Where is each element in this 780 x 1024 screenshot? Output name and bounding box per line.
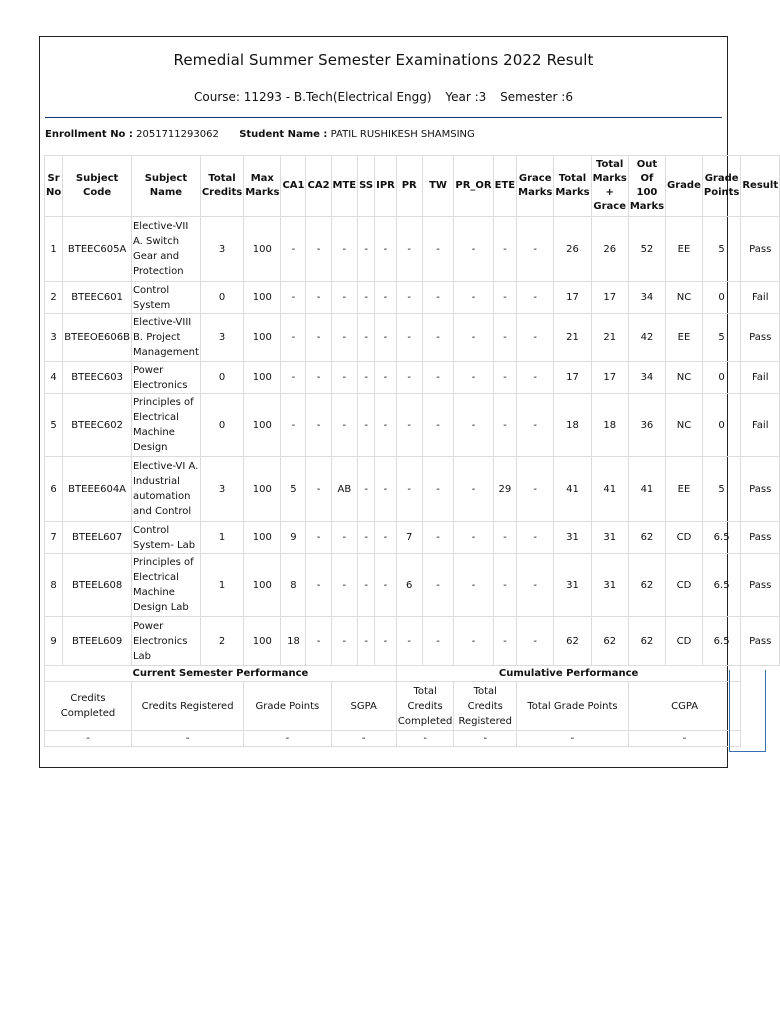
cell-code: BTEEC602 [63, 394, 132, 457]
cell-gp: 0 [702, 282, 740, 314]
course-line [40, 90, 727, 104]
cell-ca2: - [306, 282, 331, 314]
cell-name: Power Electronics Lab [131, 617, 200, 666]
cell-ca2: - [306, 362, 331, 394]
cell-ca2: - [306, 554, 331, 617]
cell-outof: 62 [628, 617, 665, 666]
cell-max: 100 [244, 394, 281, 457]
cell-pror: - [454, 282, 493, 314]
cell-outof: 34 [628, 282, 665, 314]
cell-outof: 62 [628, 522, 665, 554]
label-credits-registered: Credits Registered [131, 682, 243, 731]
cell-mte: - [331, 522, 358, 554]
cell-max: 100 [244, 314, 281, 362]
header-ss: SS [358, 156, 375, 217]
cell-max: 100 [244, 617, 281, 666]
cell-mte: - [331, 554, 358, 617]
cell-pr: 7 [396, 522, 422, 554]
right-frame-edge [729, 670, 766, 752]
cell-grade: EE [666, 314, 703, 362]
cell-ipr: - [375, 554, 397, 617]
cell-sr: 5 [45, 394, 63, 457]
performance-title-row [45, 666, 780, 682]
header-max: Max Marks [244, 156, 281, 217]
cell-ca2: - [306, 314, 331, 362]
cell-ca1: - [281, 362, 306, 394]
header-result: Result [741, 156, 780, 217]
header-tw: TW [422, 156, 454, 217]
cell-result: Fail [741, 362, 780, 394]
cell-ca1: - [281, 282, 306, 314]
cell-grade: EE [666, 457, 703, 522]
value-total-credits-registered: - [454, 731, 517, 747]
table-row [45, 362, 780, 394]
cell-sr: 2 [45, 282, 63, 314]
cell-ss: - [358, 362, 375, 394]
cell-name: Principles of Electrical Machine Design Lab [131, 554, 200, 617]
table-row [45, 394, 780, 457]
cell-outof: 34 [628, 362, 665, 394]
cell-grade: CD [666, 554, 703, 617]
cell-pror: - [454, 217, 493, 282]
table-row [45, 217, 780, 282]
table-row [45, 617, 780, 666]
cell-totalgrace: 17 [591, 362, 628, 394]
cell-credits: 1 [200, 554, 243, 617]
value-sgpa: - [331, 731, 396, 747]
cell-code: BTEEL609 [63, 617, 132, 666]
cell-mte: - [331, 217, 358, 282]
cell-tw: - [422, 457, 454, 522]
cell-totalgrace: 41 [591, 457, 628, 522]
cell-total: 26 [554, 217, 591, 282]
cell-grace: - [517, 457, 554, 522]
cell-sr: 3 [45, 314, 63, 362]
cell-result: Pass [741, 554, 780, 617]
current-performance-title: Current Semester Performance [45, 666, 397, 682]
cell-totalgrace: 62 [591, 617, 628, 666]
cell-result: Pass [741, 457, 780, 522]
course-info: Course: 11293 - B.Tech(Electrical Engg) [194, 90, 432, 104]
cell-totalgrace: 18 [591, 394, 628, 457]
cell-sr: 8 [45, 554, 63, 617]
cell-name: Control System [131, 282, 200, 314]
cell-mte: - [331, 394, 358, 457]
label-total-credits-completed: Total Credits Completed [396, 682, 454, 731]
cell-name: Elective-VI A. Industrial automation and Control [131, 457, 200, 522]
cell-result: Pass [741, 522, 780, 554]
cell-ete: - [493, 282, 516, 314]
cell-ss: - [358, 314, 375, 362]
value-credits-registered: - [131, 731, 243, 747]
cell-tw: - [422, 522, 454, 554]
table-row [45, 314, 780, 362]
cell-pr: - [396, 617, 422, 666]
cell-pror: - [454, 362, 493, 394]
cell-max: 100 [244, 522, 281, 554]
cell-gp: 6.5 [702, 617, 740, 666]
header-total: Total Marks [554, 156, 591, 217]
enrollment-value: 2051711293062 [136, 129, 219, 140]
cell-code: BTEEC601 [63, 282, 132, 314]
value-credits-completed: - [45, 731, 132, 747]
value-total-credits-completed: - [396, 731, 454, 747]
cell-gp: 5 [702, 314, 740, 362]
cell-name: Elective-VII A. Switch Gear and Protection [131, 217, 200, 282]
cell-ss: - [358, 554, 375, 617]
cell-ss: - [358, 522, 375, 554]
cell-total: 21 [554, 314, 591, 362]
cell-result: Pass [741, 217, 780, 282]
cell-ete: - [493, 394, 516, 457]
cell-outof: 41 [628, 457, 665, 522]
cell-pror: - [454, 394, 493, 457]
cell-ete: - [493, 362, 516, 394]
cell-gp: 0 [702, 362, 740, 394]
header-pror: PR_OR [454, 156, 493, 217]
header-name: Subject Name [131, 156, 200, 217]
cell-sr: 6 [45, 457, 63, 522]
cell-ca1: - [281, 314, 306, 362]
header-credits: Total Credits [200, 156, 243, 217]
cell-max: 100 [244, 282, 281, 314]
cell-ss: - [358, 457, 375, 522]
cell-code: BTEEC605A [63, 217, 132, 282]
cell-total: 62 [554, 617, 591, 666]
table-row [45, 522, 780, 554]
cell-mte: - [331, 282, 358, 314]
label-total-grade-points: Total Grade Points [517, 682, 629, 731]
cell-totalgrace: 17 [591, 282, 628, 314]
cell-ete: - [493, 617, 516, 666]
cell-code: BTEEOE606B [63, 314, 132, 362]
cell-ca2: - [306, 394, 331, 457]
cell-ipr: - [375, 362, 397, 394]
cell-tw: - [422, 217, 454, 282]
cell-totalgrace: 21 [591, 314, 628, 362]
header-gp: Grade Points [702, 156, 740, 217]
cell-gp: 5 [702, 217, 740, 282]
student-name-value: PATIL RUSHIKESH SHAMSING [330, 129, 475, 140]
cell-pror: - [454, 617, 493, 666]
header-code: Subject Code [63, 156, 132, 217]
cell-name: Power Electronics [131, 362, 200, 394]
table-row [45, 554, 780, 617]
cell-tw: - [422, 314, 454, 362]
performance-label-row [45, 682, 780, 731]
header-grace: Grace Marks [517, 156, 554, 217]
label-credits-completed: Credits Completed [45, 682, 132, 731]
cell-result: Pass [741, 314, 780, 362]
year-info: Year :3 [445, 90, 487, 104]
cell-mte: AB [331, 457, 358, 522]
cell-ipr: - [375, 522, 397, 554]
cell-code: BTEEC603 [63, 362, 132, 394]
cell-gp: 6.5 [702, 522, 740, 554]
cell-gp: 6.5 [702, 554, 740, 617]
cell-pr: - [396, 457, 422, 522]
cell-sr: 1 [45, 217, 63, 282]
cell-gp: 5 [702, 457, 740, 522]
cell-ipr: - [375, 617, 397, 666]
cell-ipr: - [375, 457, 397, 522]
semester-info: Semester :6 [500, 90, 573, 104]
cell-grace: - [517, 617, 554, 666]
cell-ss: - [358, 617, 375, 666]
cell-pror: - [454, 314, 493, 362]
cell-totalgrace: 31 [591, 554, 628, 617]
cell-name: Control System- Lab [131, 522, 200, 554]
cell-ete: - [493, 314, 516, 362]
header-outof: Out Of 100 Marks [628, 156, 665, 217]
cell-totalgrace: 31 [591, 522, 628, 554]
header-ca2: CA2 [306, 156, 331, 217]
cell-pror: - [454, 522, 493, 554]
cell-grace: - [517, 362, 554, 394]
cell-ete: - [493, 522, 516, 554]
label-cgpa: CGPA [628, 682, 741, 731]
cell-grade: NC [666, 362, 703, 394]
cell-result: Pass [741, 617, 780, 666]
cell-tw: - [422, 394, 454, 457]
cell-ca1: 9 [281, 522, 306, 554]
cell-code: BTEEL607 [63, 522, 132, 554]
cell-outof: 42 [628, 314, 665, 362]
marks-table [44, 155, 780, 747]
cell-ete: - [493, 217, 516, 282]
student-info [45, 129, 475, 140]
header-sr: Sr No [45, 156, 63, 217]
cell-tw: - [422, 282, 454, 314]
cell-pr: - [396, 362, 422, 394]
cell-ipr: - [375, 282, 397, 314]
cell-ete: - [493, 554, 516, 617]
cell-credits: 3 [200, 314, 243, 362]
cell-ipr: - [375, 217, 397, 282]
cell-pr: - [396, 394, 422, 457]
cell-code: BTEEL608 [63, 554, 132, 617]
cell-ca1: 18 [281, 617, 306, 666]
cell-grace: - [517, 282, 554, 314]
cell-mte: - [331, 314, 358, 362]
cell-tw: - [422, 617, 454, 666]
cell-ss: - [358, 394, 375, 457]
cell-sr: 7 [45, 522, 63, 554]
cell-tw: - [422, 362, 454, 394]
header-ca1: CA1 [281, 156, 306, 217]
cell-ipr: - [375, 394, 397, 457]
cell-result: Fail [741, 282, 780, 314]
header-ipr: IPR [375, 156, 397, 217]
cell-credits: 1 [200, 522, 243, 554]
cell-credits: 3 [200, 457, 243, 522]
cell-pr: - [396, 282, 422, 314]
cell-grace: - [517, 314, 554, 362]
cell-credits: 0 [200, 282, 243, 314]
cell-ca2: - [306, 617, 331, 666]
cell-grade: NC [666, 282, 703, 314]
cell-total: 31 [554, 522, 591, 554]
header-grade: Grade [666, 156, 703, 217]
cell-total: 17 [554, 362, 591, 394]
cell-ca1: - [281, 217, 306, 282]
cell-totalgrace: 26 [591, 217, 628, 282]
cell-grace: - [517, 394, 554, 457]
cell-total: 41 [554, 457, 591, 522]
header-mte: MTE [331, 156, 358, 217]
cell-ca1: 5 [281, 457, 306, 522]
cell-name: Elective-VIII B. Project Management [131, 314, 200, 362]
label-total-credits-registered: Total Credits Registered [454, 682, 517, 731]
header-pr: PR [396, 156, 422, 217]
table-row [45, 282, 780, 314]
cell-grade: EE [666, 217, 703, 282]
cell-grade: CD [666, 617, 703, 666]
cell-max: 100 [244, 362, 281, 394]
cell-max: 100 [244, 554, 281, 617]
cell-ca2: - [306, 522, 331, 554]
cell-name: Principles of Electrical Machine Design [131, 394, 200, 457]
student-name-label: Student Name : [239, 129, 328, 140]
cell-credits: 2 [200, 617, 243, 666]
cell-pror: - [454, 554, 493, 617]
page-title: Remedial Summer Semester Examinations 2022 Result [173, 51, 594, 69]
cell-sr: 4 [45, 362, 63, 394]
cell-max: 100 [244, 457, 281, 522]
label-grade-points: Grade Points [244, 682, 331, 731]
cell-grade: NC [666, 394, 703, 457]
cell-outof: 52 [628, 217, 665, 282]
cell-mte: - [331, 617, 358, 666]
header-ete: ETE [493, 156, 516, 217]
enrollment-label: Enrollment No : [45, 129, 133, 140]
cell-code: BTEEE604A [63, 457, 132, 522]
table-row [45, 457, 780, 522]
cell-pror: - [454, 457, 493, 522]
performance-value-row [45, 731, 780, 747]
cell-max: 100 [244, 217, 281, 282]
cell-pr: - [396, 217, 422, 282]
cell-outof: 62 [628, 554, 665, 617]
cell-ca1: 8 [281, 554, 306, 617]
cumulative-performance-title: Cumulative Performance [396, 666, 741, 682]
cell-outof: 36 [628, 394, 665, 457]
value-grade-points: - [244, 731, 331, 747]
cell-pr: 6 [396, 554, 422, 617]
cell-grace: - [517, 217, 554, 282]
cell-pr: - [396, 314, 422, 362]
cell-total: 31 [554, 554, 591, 617]
value-total-grade-points: - [517, 731, 629, 747]
cell-grace: - [517, 554, 554, 617]
cell-ipr: - [375, 314, 397, 362]
cell-ete: 29 [493, 457, 516, 522]
header-divider [45, 117, 722, 118]
cell-ss: - [358, 217, 375, 282]
cell-credits: 0 [200, 394, 243, 457]
cell-credits: 3 [200, 217, 243, 282]
cell-gp: 0 [702, 394, 740, 457]
cell-mte: - [331, 362, 358, 394]
cell-grace: - [517, 522, 554, 554]
label-sgpa: SGPA [331, 682, 396, 731]
cell-credits: 0 [200, 362, 243, 394]
cell-sr: 9 [45, 617, 63, 666]
value-cgpa: - [628, 731, 741, 747]
table-header-row [45, 156, 780, 217]
cell-grade: CD [666, 522, 703, 554]
header-totalgrace: Total Marks + Grace [591, 156, 628, 217]
cell-ss: - [358, 282, 375, 314]
cell-total: 17 [554, 282, 591, 314]
cell-ca2: - [306, 457, 331, 522]
cell-ca2: - [306, 217, 331, 282]
cell-ca1: - [281, 394, 306, 457]
cell-total: 18 [554, 394, 591, 457]
cell-result: Fail [741, 394, 780, 457]
cell-tw: - [422, 554, 454, 617]
